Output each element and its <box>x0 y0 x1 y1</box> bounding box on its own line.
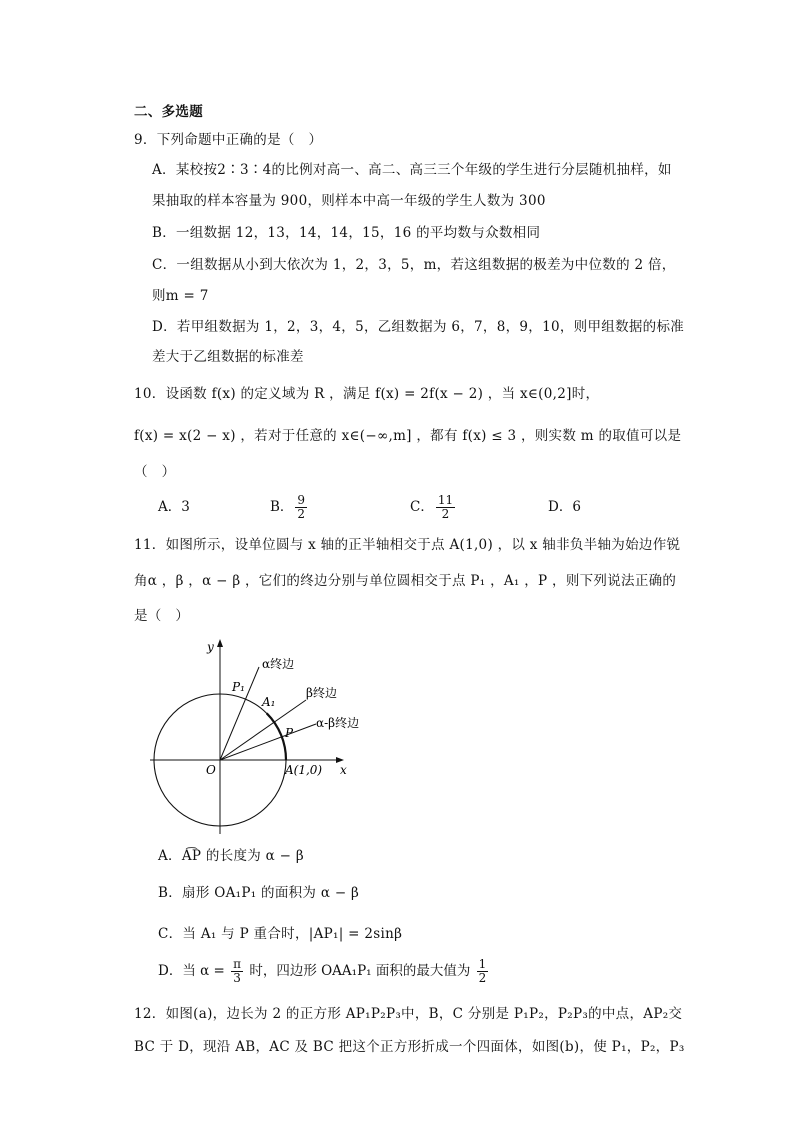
q9-option-a-line2: 果抽取的样本容量为 900，则样本中高一年级的学生人数为 300 <box>152 193 546 209</box>
q11-option-d-max-fraction <box>477 958 489 985</box>
fraction-denominator: 2 <box>441 507 450 521</box>
q11-option-b: B．扇形 OA₁P₁ 的面积为 α − β <box>158 885 360 901</box>
q10-line3: （ ） <box>134 464 176 480</box>
q9-option-d-line2: 差大于乙组数据的标准差 <box>152 349 304 365</box>
q10-line2: f(x) = x(2 − x) ，若对于任意的 x∈(−∞,m] ，都有 f(x) ≤ 3 ，则实数 m 的取值可以是 <box>134 428 682 444</box>
unit-circle-figure <box>140 636 370 836</box>
alpha-side-label: α终边 <box>262 657 295 671</box>
q10-option-b-fraction <box>295 494 307 521</box>
fraction-numerator: 1 <box>478 957 487 971</box>
fraction-numerator: 9 <box>297 493 306 507</box>
fraction-denominator: 2 <box>297 507 306 521</box>
q10-option-b-label: B． <box>270 499 294 515</box>
q11-line2: 角α ，β ，α − β ，它们的终边分别与单位圆相交于点 P₁ ，A₁ ，P ，则下列说法正确的 <box>134 573 677 589</box>
q10-option-a: A．3 <box>158 499 190 515</box>
q11-option-c: C．当 A₁ 与 P 重合时，|AP₁| = 2sinβ <box>158 926 403 942</box>
q11-line1: 11．如图所示，设单位圆与 x 轴的正半轴相交于点 A(1,0) ，以 x 轴非负半轴为始边作锐 <box>134 537 681 553</box>
q9-option-c-line1: C．一组数据从小到大依次为 1，2，3，5，m，若这组数据的极差为中位数的 2 倍， <box>152 257 676 273</box>
q11-option-a: A．A͡P 的长度为 α − β <box>158 848 304 864</box>
q11-option-d-alpha-fraction <box>231 958 243 985</box>
beta-side-label: β终边 <box>306 686 337 700</box>
q9-option-c-line2: 则m = 7 <box>152 288 209 304</box>
q11-option-d <box>158 954 490 988</box>
q9-option-b: B．一组数据 12，13，14，14，15，16 的平均数与众数相同 <box>152 225 541 241</box>
q10-option-c-fraction <box>436 494 455 521</box>
q11-line3: 是（ ） <box>134 608 190 624</box>
y-axis-label: y <box>207 640 214 654</box>
alpha-minus-beta-side-label: α-β终边 <box>316 716 360 730</box>
point-a1-label: A₁ <box>262 695 276 709</box>
fraction-numerator: 11 <box>437 493 454 507</box>
fraction-numerator: π <box>233 957 242 971</box>
q11-option-d-middle: 时，四边形 OAA₁P₁ 面积的最大值为 <box>245 963 475 979</box>
section-title: 二、多选题 <box>134 104 203 120</box>
q11-option-d-prefix: D．当 α = <box>158 963 230 979</box>
point-a-label: A(1,0) <box>285 763 323 777</box>
q9-option-d-line1: D．若甲组数据为 1，2，3，4，5，乙组数据为 6，7，8，9，10，则甲组数据的标准 <box>152 319 685 335</box>
point-p1-label: P₁ <box>232 680 245 694</box>
q10-option-d: D．6 <box>548 499 581 515</box>
fraction-denominator: 3 <box>233 971 241 985</box>
q10-line1: 10．设函数 f(x) 的定义域为 R ，满足 f(x) = 2f(x − 2) ，当 x∈(0,2]时， <box>134 386 600 402</box>
alpha-minus-beta-terminal-side <box>220 724 316 760</box>
q12-line1: 12．如图(a)，边长为 2 的正方形 AP₁P₂P₃中，B，C 分别是 P₁P₂，P₂P₃的中点，AP₂交 <box>134 1006 683 1022</box>
y-axis-arrow-icon <box>217 639 223 647</box>
q10-option-c-label: C． <box>410 499 434 515</box>
x-axis-label: x <box>340 763 347 777</box>
q9-option-a-line1: A．某校按2∶3∶4的比例对高一、高二、高三三个年级的学生进行分层随机抽样，如 <box>152 162 672 178</box>
q12-line2: BC 于 D，现沿 AB，AC 及 BC 把这个正方形折成一个四面体，如图(b)，使 P₁，P₂，P₃ <box>134 1039 685 1055</box>
fraction-denominator: 2 <box>478 971 487 985</box>
q10-option-c <box>410 490 457 524</box>
q10-option-b <box>270 490 309 524</box>
point-p-label: P <box>285 726 294 740</box>
origin-label: O <box>206 763 216 777</box>
q9-stem: 9．下列命题中正确的是（ ） <box>134 132 323 148</box>
